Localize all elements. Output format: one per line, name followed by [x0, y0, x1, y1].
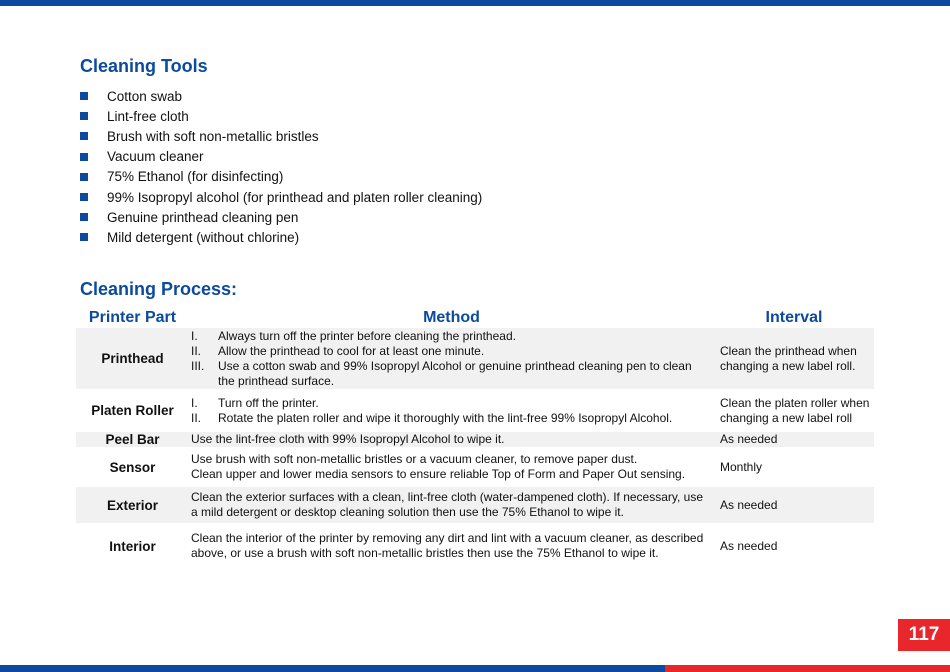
- square-bullet-icon: [80, 233, 88, 241]
- cleaning-process-table: [76, 308, 874, 569]
- part-cell: Printhead: [76, 328, 189, 389]
- part-cell: Platen Roller: [91, 403, 174, 418]
- list-item: Mild detergent (without chlorine): [80, 227, 482, 247]
- method-cell: [189, 389, 714, 432]
- header-method: Method: [423, 309, 480, 326]
- page-number-badge: 117: [898, 619, 950, 651]
- list-item: Genuine printhead cleaning pen: [80, 207, 482, 227]
- part-cell: Peel Bar: [76, 432, 189, 447]
- method-cell: Clean the exterior surfaces with a clean, lint-free cloth (water-dampened cloth). If necessary, use a mild detergent or desktop cleaning solution then use the 75% Ethanol to wipe it.: [189, 487, 714, 523]
- method-step: II. Allow the printhead to cool for at least one minute.: [191, 343, 485, 358]
- bottom-accent-bar-blue: [0, 665, 665, 672]
- list-item: Vacuum cleaner: [80, 147, 482, 167]
- header-interval: Interval: [765, 309, 823, 326]
- square-bullet-icon: [80, 132, 88, 140]
- table-row: [76, 432, 874, 447]
- interval-cell: Clean the printhead when changing a new label roll.: [714, 328, 874, 389]
- list-item: Brush with soft non-metallic bristles: [80, 126, 482, 146]
- interval-cell: As needed: [714, 432, 874, 447]
- table-row: [76, 447, 874, 487]
- cleaning-tools-list: [80, 86, 482, 248]
- list-item: 99% Isopropyl alcohol (for printhead and platen roller cleaning): [80, 187, 482, 207]
- cleaning-tools-title: Cleaning Tools: [80, 56, 208, 76]
- table-row: [76, 328, 874, 389]
- table-row: [76, 523, 874, 569]
- method-step: II. Rotate the platen roller and wipe it thoroughly with the lint-free 99% Isopropyl Alcohol.: [191, 410, 673, 425]
- list-item: Cotton swab: [80, 86, 482, 106]
- square-bullet-icon: [80, 173, 88, 181]
- method-step: III. Use a cotton swab and 99% Isopropyl Alcohol or genuine printhead cleaning pen to clean the printhead surface.: [191, 358, 692, 388]
- square-bullet-icon: [80, 112, 88, 120]
- method-cell: Use brush with soft non-metallic bristles or a vacuum cleaner, to remove paper dust. Clean upper and lower media sensors to ensure reliable Top of Form and Paper Out sensing.: [191, 452, 686, 481]
- method-cell: Use the lint-free cloth with 99% Isopropyl Alcohol to wipe it.: [189, 432, 714, 447]
- square-bullet-icon: [80, 193, 88, 201]
- interval-cell: Monthly: [720, 459, 763, 474]
- square-bullet-icon: [80, 92, 88, 100]
- part-cell: Exterior: [76, 487, 189, 523]
- header-printer-part: Printer Part: [88, 309, 177, 326]
- interval-cell: As needed: [720, 538, 778, 553]
- square-bullet-icon: [80, 153, 88, 161]
- method-step: I. Always turn off the printer before cleaning the printhead.: [191, 328, 516, 343]
- method-cell: [189, 328, 714, 389]
- interval-cell: Clean the platen roller when changing a new label roll: [720, 395, 870, 425]
- interval-cell: As needed: [714, 487, 874, 523]
- table-row: [76, 487, 874, 523]
- table-row: [76, 389, 874, 432]
- square-bullet-icon: [80, 213, 88, 221]
- part-cell: Interior: [109, 538, 156, 554]
- list-item: Lint-free cloth: [80, 106, 482, 126]
- top-accent-bar: [0, 0, 950, 6]
- cleaning-process-title: Cleaning Process:: [80, 279, 238, 299]
- method-step: I. Turn off the printer.: [191, 395, 319, 410]
- method-cell: Clean the interior of the printer by removing any dirt and lint with a vacuum cleaner, as described above, or use a brush with soft non-metallic bristles then use the 75% Ethanol to wipe it.: [191, 531, 704, 560]
- list-item: 75% Ethanol (for disinfecting): [80, 167, 482, 187]
- bottom-accent-bar-red: [665, 665, 950, 672]
- table-header-row: [76, 308, 874, 328]
- part-cell: Sensor: [109, 459, 156, 475]
